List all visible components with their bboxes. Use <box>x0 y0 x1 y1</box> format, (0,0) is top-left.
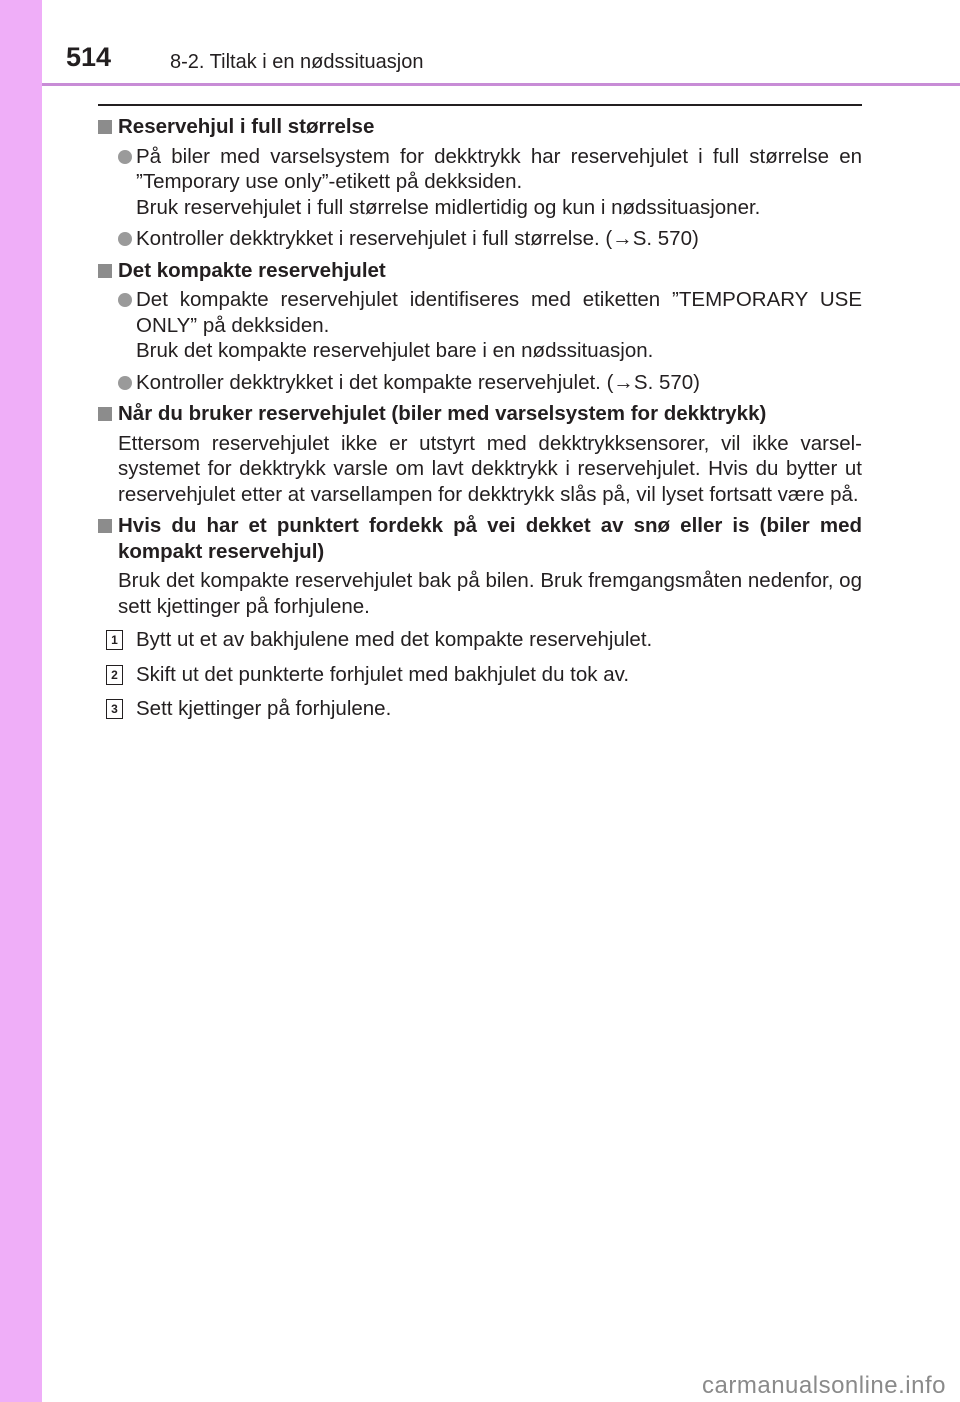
square-bullet-icon <box>98 519 112 533</box>
section-heading <box>98 401 862 427</box>
list-item <box>98 226 862 252</box>
step-text: Sett kjettinger på forhjulene. <box>136 697 392 720</box>
square-bullet-icon <box>98 264 112 278</box>
square-bullet-icon <box>98 120 112 134</box>
step-item <box>106 662 862 688</box>
heading-text: Hvis du har et punktert fordekk på vei dekket av snø eller is (biler med kompakt reservehjul) <box>118 514 862 563</box>
step-number-box: 2 <box>106 665 123 685</box>
section-heading <box>98 258 862 284</box>
bullet-line: Kontroller dekktrykket i det kompakte reservehjulet. (→S. 570) <box>136 370 700 394</box>
bullet-line: På biler med varselsystem for dekktrykk har reservehjulet i full størrelse en ”Temporary use only”-etikett på dekksiden. <box>136 144 862 193</box>
content-top-rule <box>98 104 862 106</box>
section-title: 8-2. Tiltak i en nødssituasjon <box>170 51 424 73</box>
step-number-box: 3 <box>106 699 123 719</box>
step-text: Bytt ut et av bakhjulene med det kompakte reservehjulet. <box>136 628 653 651</box>
page-content <box>98 114 862 731</box>
bullet-line: Bruk reservehjulet i full størrelse midlertidig og kun i nødssituasjoner. <box>136 195 761 219</box>
list-item <box>98 370 862 396</box>
circle-bullet-icon <box>118 150 132 164</box>
step-number-box: 1 <box>106 630 123 650</box>
step-text: Skift ut det punkterte forhjulet med bakhjulet du tok av. <box>136 662 630 686</box>
circle-bullet-icon <box>118 293 132 307</box>
square-bullet-icon <box>98 407 112 421</box>
section-heading <box>98 513 862 564</box>
circle-bullet-icon <box>118 232 132 246</box>
step-item <box>106 696 862 722</box>
bullet-line: Bruk det kompakte reservehjulet bare i en nødssituasjon. <box>136 339 654 362</box>
bullet-line: Det kompakte reservehjulet identifiseres med etiketten ”TEMPORARY USE ONLY” på dekksiden. <box>136 288 862 337</box>
circle-bullet-icon <box>118 376 132 390</box>
paragraph: Bruk det kompakte reservehjulet bak på bilen. Bruk fremgangsmåten nedenfor, og sett kjettinger på forhjulene. <box>118 569 862 618</box>
step-list <box>98 627 862 722</box>
watermark-link[interactable]: carmanualsonline.info <box>702 1372 946 1399</box>
paragraph: Ettersom reservehjulet ikke er utstyrt med dekktrykksensorer, vil ikke varselsystemet for dekktrykk varsle om lavt dekktrykk i reservehjulet. Hvis du bytter ut reservehjulet etter at varsellampen for dekktrykk slås på, vil lyset fortsatt være på. <box>118 431 862 506</box>
list-item <box>98 144 862 221</box>
section-heading <box>98 114 862 140</box>
list-item <box>98 287 862 364</box>
step-item <box>106 627 862 653</box>
heading-text: Reservehjul i full størrelse <box>118 115 375 138</box>
page-number: 514 <box>66 42 112 72</box>
heading-text: Det kompakte reservehjulet <box>118 258 386 282</box>
bullet-line: Kontroller dekktrykket i reservehjulet i full størrelse. (→S. 570) <box>136 227 699 250</box>
side-band <box>0 0 42 1402</box>
header-divider <box>42 83 960 86</box>
heading-text: Når du bruker reservehjulet (biler med varselsystem for dekktrykk) <box>118 402 767 425</box>
